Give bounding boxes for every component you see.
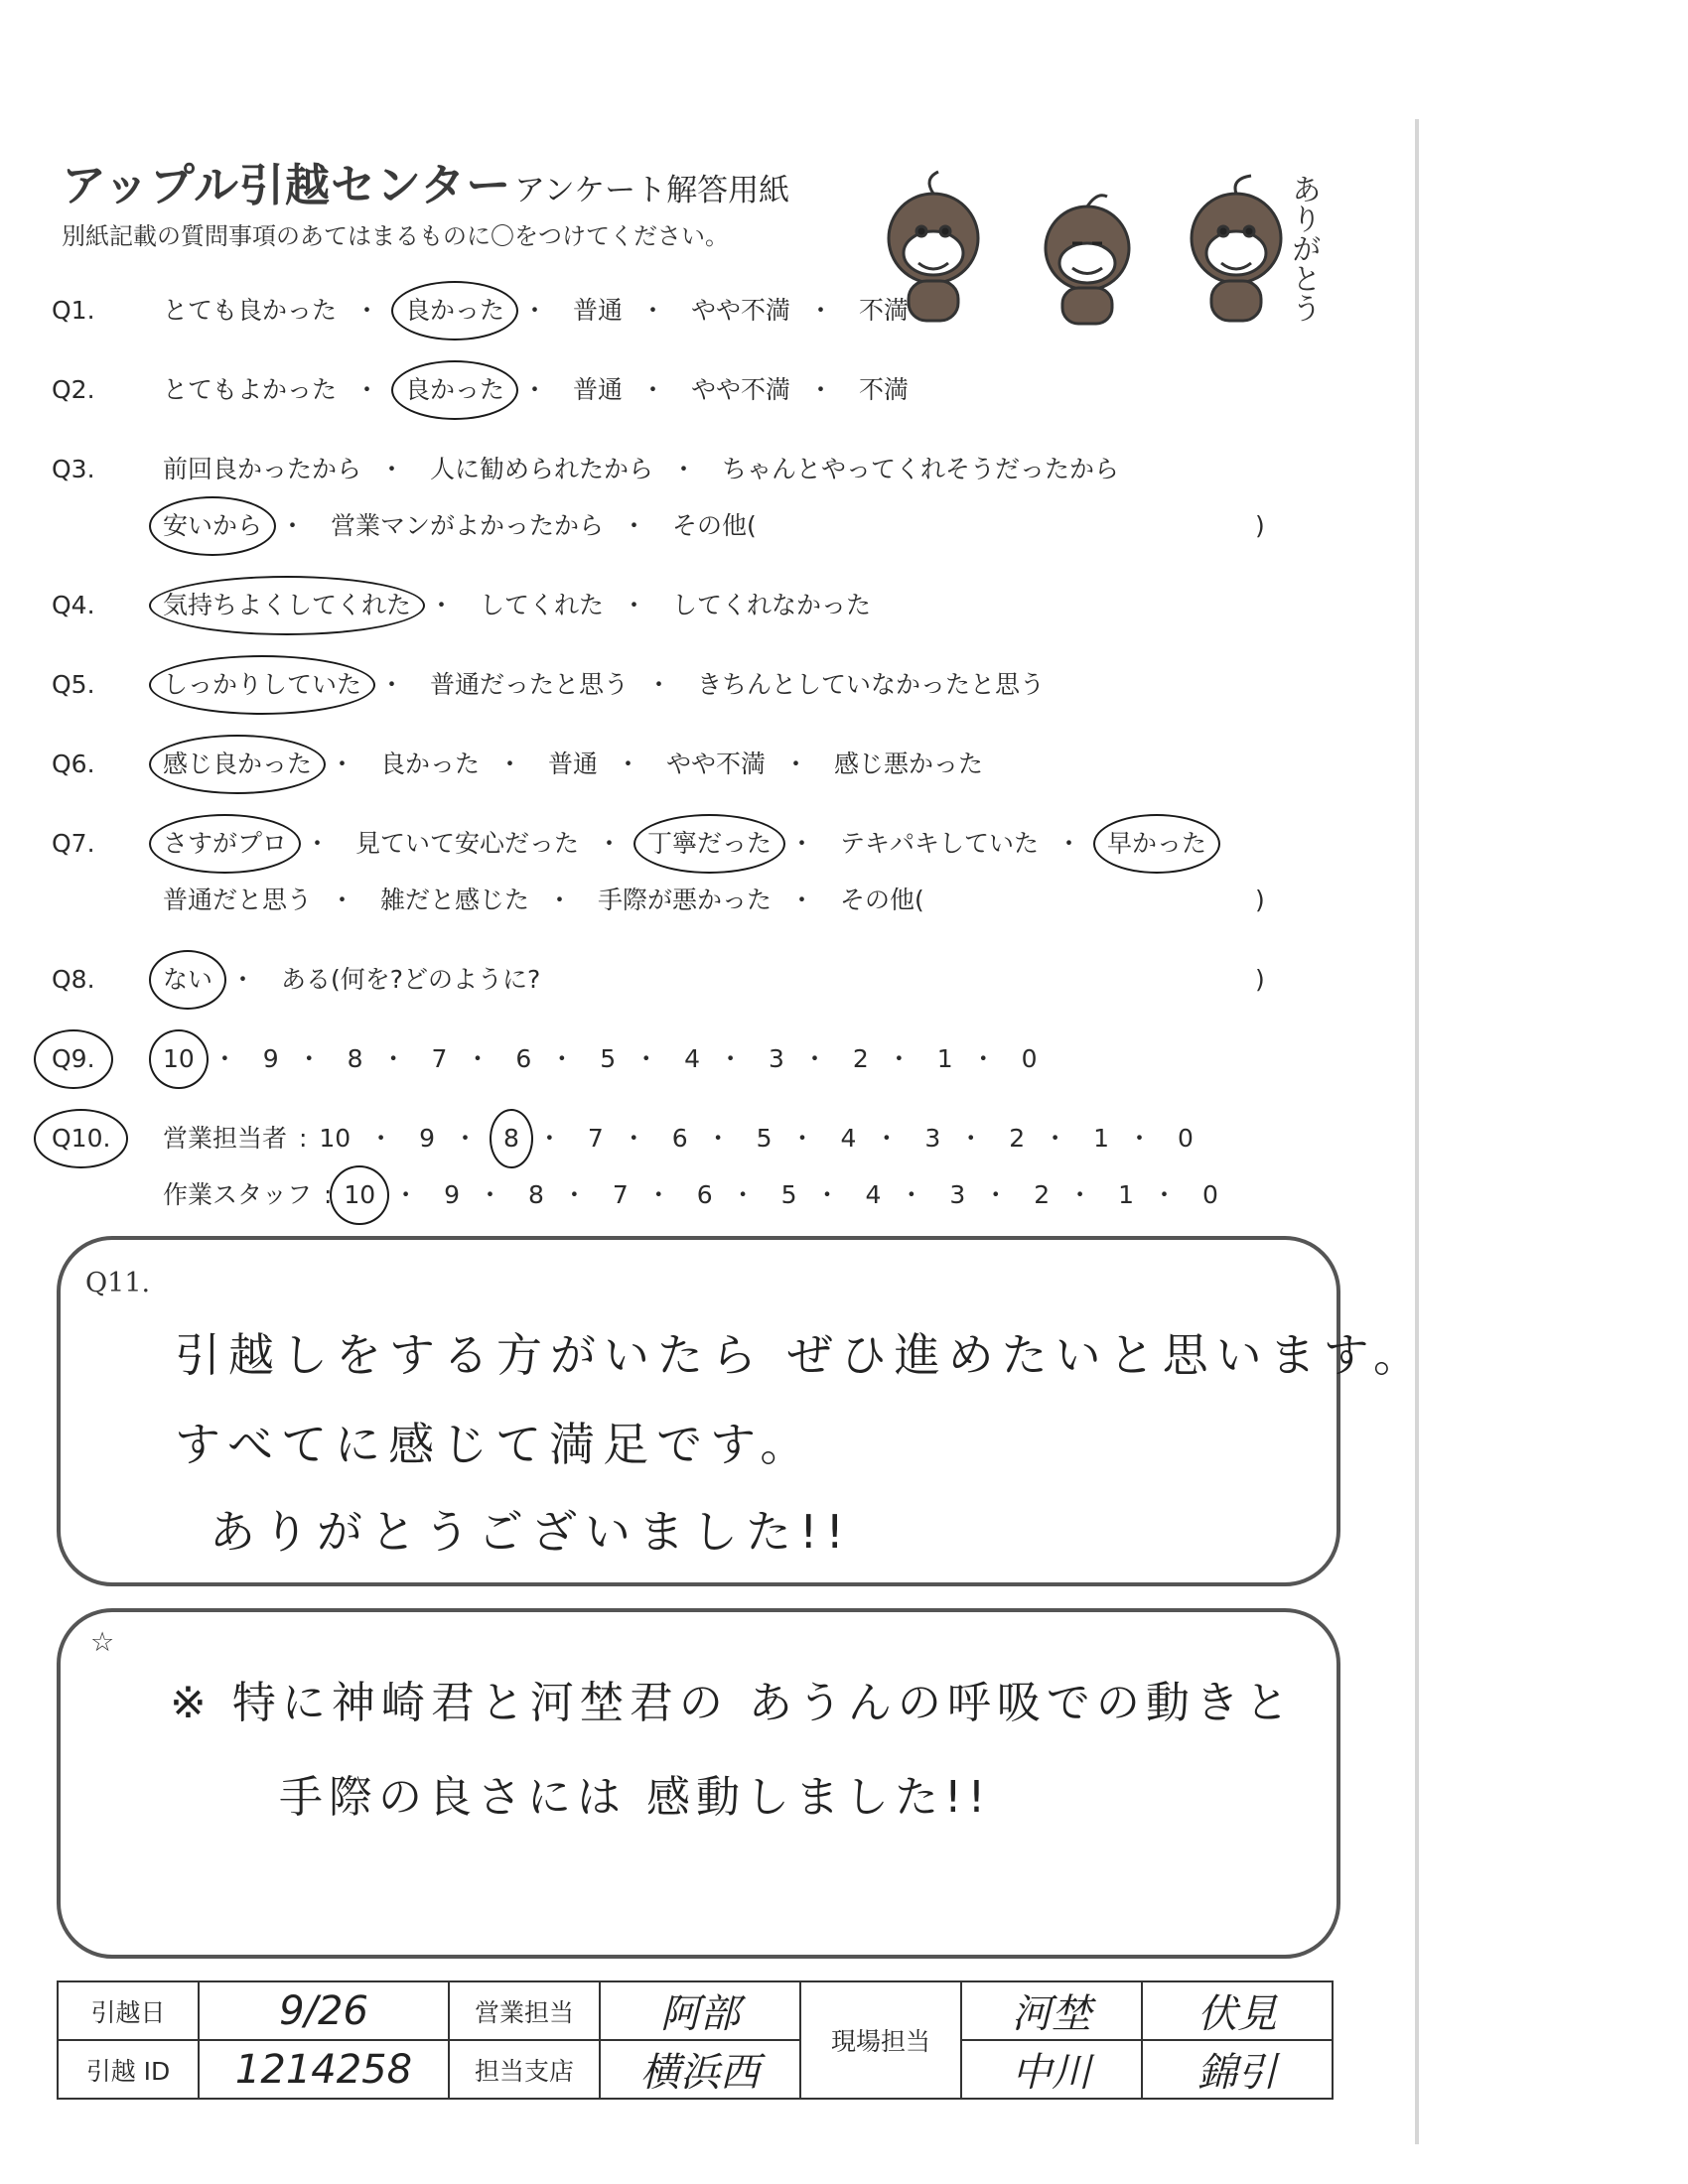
handwritten-line: 引越しをする方がいたら ぜひ進めたいと思います。 <box>175 1328 1427 1382</box>
score-0[interactable]: 0 <box>1021 1044 1038 1073</box>
question-q1: Q1. とても良かった ・ 良かった ・ 普通 ・ やや不満 ・ 不満 <box>0 291 1390 331</box>
close-paren: ) <box>1255 511 1265 540</box>
score-5[interactable]: 5 <box>600 1044 617 1073</box>
branch-label: 担当支店 <box>449 2040 600 2099</box>
score-1[interactable]: 1 <box>936 1044 953 1073</box>
question-q4: Q4. 気持ちよくしてくれた ・ してくれた ・ してくれなかった <box>0 586 1390 625</box>
option-selected[interactable]: 早かった <box>1103 824 1210 864</box>
question-number: Q2. <box>52 375 95 404</box>
score-2[interactable]: 2 <box>1009 1124 1026 1153</box>
score-8[interactable]: 8 <box>528 1180 544 1209</box>
colon: : <box>298 1124 308 1153</box>
close-paren: ) <box>1255 965 1265 994</box>
brand-name: アップル引越センター <box>62 159 512 211</box>
option[interactable]: 手際が悪かった <box>597 886 772 914</box>
question-q3: Q3. 前回良かったから ・ 人に勧められたから ・ ちゃんとやってくれそうだったから <box>0 450 1390 489</box>
option[interactable]: 普通 <box>572 296 623 325</box>
score-5[interactable]: 5 <box>756 1124 773 1153</box>
score-10[interactable]: 10 <box>319 1124 352 1153</box>
move-id-value[interactable]: 1214258 <box>199 2040 449 2099</box>
option[interactable]: 普通 <box>547 750 598 778</box>
question-number: Q1. <box>52 296 95 325</box>
score-2[interactable]: 2 <box>1034 1180 1051 1209</box>
move-date-label: 引越日 <box>58 1981 199 2040</box>
question-q7: Q7. さすがプロ ・ 見ていて安心だった ・ 丁寧だった ・ テキパキしていた ・ 早かった <box>0 824 1390 864</box>
score-3[interactable]: 3 <box>769 1044 784 1073</box>
option[interactable]: 見ていて安心だった <box>354 829 579 858</box>
staff-label: 作業スタッフ <box>163 1180 313 1209</box>
question-q5: Q5. しっかりしていた ・ 普通だったと思う ・ きちんとしていなかったと思う <box>0 665 1390 705</box>
score-1[interactable]: 1 <box>1118 1180 1135 1209</box>
score-5[interactable]: 5 <box>780 1180 797 1209</box>
option[interactable]: 前回良かったから <box>163 455 362 483</box>
question-number: Q6. <box>52 750 95 778</box>
option[interactable]: 不満 <box>858 296 909 325</box>
option-selected[interactable]: 丁寧だった <box>643 824 775 864</box>
question-q8: Q8. ない ・ ある(何を?どのように? ) <box>0 960 1390 1000</box>
option[interactable]: ちゃんとやってくれそうだったから <box>721 455 1119 483</box>
option-selected[interactable]: 気持ちよくしてくれた <box>159 586 415 625</box>
sales-staff-value[interactable]: 阿部 <box>600 1981 800 2040</box>
score-10-selected[interactable]: 10 <box>159 1039 199 1079</box>
site-staff-value[interactable]: 中川 <box>961 2040 1142 2099</box>
q11-label: Q11. <box>85 1268 151 1298</box>
site-staff-label: 現場担当 <box>800 1981 961 2099</box>
option[interactable]: その他( <box>671 511 757 540</box>
score-6[interactable]: 6 <box>671 1124 688 1153</box>
question-q6: Q6. 感じ良かった ・ 良かった ・ 普通 ・ やや不満 ・ 感じ悪かった <box>0 745 1390 784</box>
score-6[interactable]: 6 <box>696 1180 713 1209</box>
score-1[interactable]: 1 <box>1093 1124 1110 1153</box>
option[interactable]: 普通だと思う <box>163 886 313 914</box>
score-0[interactable]: 0 <box>1178 1124 1194 1153</box>
move-date-value[interactable]: 9/26 <box>199 1981 449 2040</box>
handwritten-line: すべてに感じて満足です。 <box>175 1418 814 1471</box>
star-icon: ☆ <box>90 1627 115 1658</box>
option-selected[interactable]: さすがプロ <box>159 824 291 864</box>
site-staff-value[interactable]: 伏見 <box>1142 1981 1333 2040</box>
score-0[interactable]: 0 <box>1202 1180 1218 1209</box>
question-number: Q10. <box>52 1119 110 1159</box>
option[interactable]: 不満 <box>858 375 909 404</box>
option[interactable]: 雑だと感じた <box>379 886 529 914</box>
option[interactable]: やや不満 <box>690 296 790 325</box>
move-id-label: 引越 ID <box>58 2040 199 2099</box>
question-number: Q3. <box>52 455 95 483</box>
option-selected[interactable]: しっかりしていた <box>159 665 365 705</box>
close-paren: ) <box>1255 886 1265 914</box>
option-selected[interactable]: 良かった <box>401 370 508 410</box>
q11-comment-box[interactable] <box>57 1236 1427 1586</box>
question-q10-sales: Q10. 営業担当者 : 10 ・ 9 ・ 8 ・ 7 ・ 6 ・ 5 ・ 4 ・ 3 ・ 2 ・ 1 ・ 0 <box>0 1119 1390 1159</box>
question-number: Q9. <box>52 1039 95 1079</box>
option-selected[interactable]: 感じ良かった <box>159 745 316 784</box>
option[interactable]: きちんとしていなかったと思う <box>696 670 1045 699</box>
option-selected[interactable]: 良かった <box>401 291 508 331</box>
score-6[interactable]: 6 <box>515 1044 532 1073</box>
sales-label: 営業担当者 <box>163 1124 288 1153</box>
question-q3-line2: 安いから ・ 営業マンがよかったから ・ その他( ) <box>0 506 1390 546</box>
handwritten-line: ※ 特に神崎君と河埜君の あうんの呼吸での動きと <box>170 1678 1295 1728</box>
handwritten-line: 手際の良さには 感動しました!! <box>279 1772 992 1823</box>
question-q2: Q2. とてもよかった ・ 良かった ・ 普通 ・ やや不満 ・ 不満 <box>0 370 1390 410</box>
option[interactable]: 人に勧められたから <box>429 455 653 483</box>
option[interactable]: 普通だったと思う <box>429 670 629 699</box>
question-number: Q5. <box>52 670 95 699</box>
score-7[interactable]: 7 <box>612 1180 629 1209</box>
option[interactable]: とてもよかった <box>163 375 338 404</box>
mascot-caption: ありがとう <box>1286 174 1321 323</box>
score-4[interactable]: 4 <box>684 1044 701 1073</box>
site-staff-value[interactable]: 錦引 <box>1142 2040 1333 2099</box>
option[interactable]: 普通 <box>572 375 623 404</box>
score-10-selected[interactable]: 10 <box>340 1175 379 1215</box>
score-2[interactable]: 2 <box>852 1044 869 1073</box>
option[interactable]: テキパキしていた <box>839 829 1039 858</box>
option[interactable]: 営業マンがよかったから <box>330 511 604 540</box>
question-q10-staff: 作業スタッフ : 10 ・ 9 ・ 8 ・ 7 ・ 6 ・ 5 ・ 4 ・ 3 ・ 2 ・ 1 ・ 0 <box>0 1175 1390 1215</box>
option[interactable]: 感じ悪かった <box>833 750 983 778</box>
option-selected[interactable]: ない <box>159 960 216 1000</box>
question-q9: Q9. 10 ・ 9 ・ 8 ・ 7 ・ 6 ・ 5 ・ 4 ・ 3 ・ 2 ・ 1 ・ 0 <box>0 1039 1390 1079</box>
move-info-table <box>57 1980 1334 2100</box>
score-3[interactable]: 3 <box>949 1180 966 1209</box>
additional-comment-box[interactable] <box>57 1608 1340 1959</box>
site-staff-value[interactable]: 河埜 <box>961 1981 1142 2040</box>
score-4[interactable]: 4 <box>865 1180 882 1209</box>
score-7[interactable]: 7 <box>431 1044 448 1073</box>
question-number: Q4. <box>52 591 95 619</box>
handwritten-line: ありがとうございました!! <box>210 1505 852 1559</box>
colon: : <box>323 1180 333 1209</box>
score-7[interactable]: 7 <box>587 1124 604 1153</box>
question-number: Q7. <box>52 829 95 858</box>
option[interactable]: ある(何を?どのように? <box>280 965 541 994</box>
branch-value[interactable]: 横浜西 <box>600 2040 800 2099</box>
form-title: アンケート解答用紙 <box>514 173 790 208</box>
score-9[interactable]: 9 <box>444 1180 461 1209</box>
option[interactable]: やや不満 <box>665 750 766 778</box>
score-8[interactable]: 8 <box>347 1044 363 1073</box>
score-9[interactable]: 9 <box>419 1124 436 1153</box>
option[interactable]: やや不満 <box>690 375 790 404</box>
option[interactable]: 良かった <box>379 750 480 778</box>
option-selected[interactable]: 安いから <box>159 506 266 546</box>
option[interactable]: とても良かった <box>163 296 338 325</box>
question-number: Q8. <box>52 965 95 994</box>
score-3[interactable]: 3 <box>924 1124 941 1153</box>
score-4[interactable]: 4 <box>840 1124 857 1153</box>
option[interactable]: その他( <box>839 886 924 914</box>
sales-staff-label: 営業担当 <box>449 1981 600 2040</box>
score-8-selected[interactable]: 8 <box>499 1119 523 1159</box>
question-q7-line2: 普通だと思う ・ 雑だと感じた ・ 手際が悪かった ・ その他( ) <box>0 881 1390 920</box>
option[interactable]: してくれなかった <box>671 591 871 619</box>
page-edge <box>1415 119 1419 2144</box>
score-9[interactable]: 9 <box>262 1044 279 1073</box>
instruction-text: 別紙記載の質問事項のあてはまるものに〇をつけてください。 <box>62 222 729 250</box>
option[interactable]: してくれた <box>479 591 604 619</box>
